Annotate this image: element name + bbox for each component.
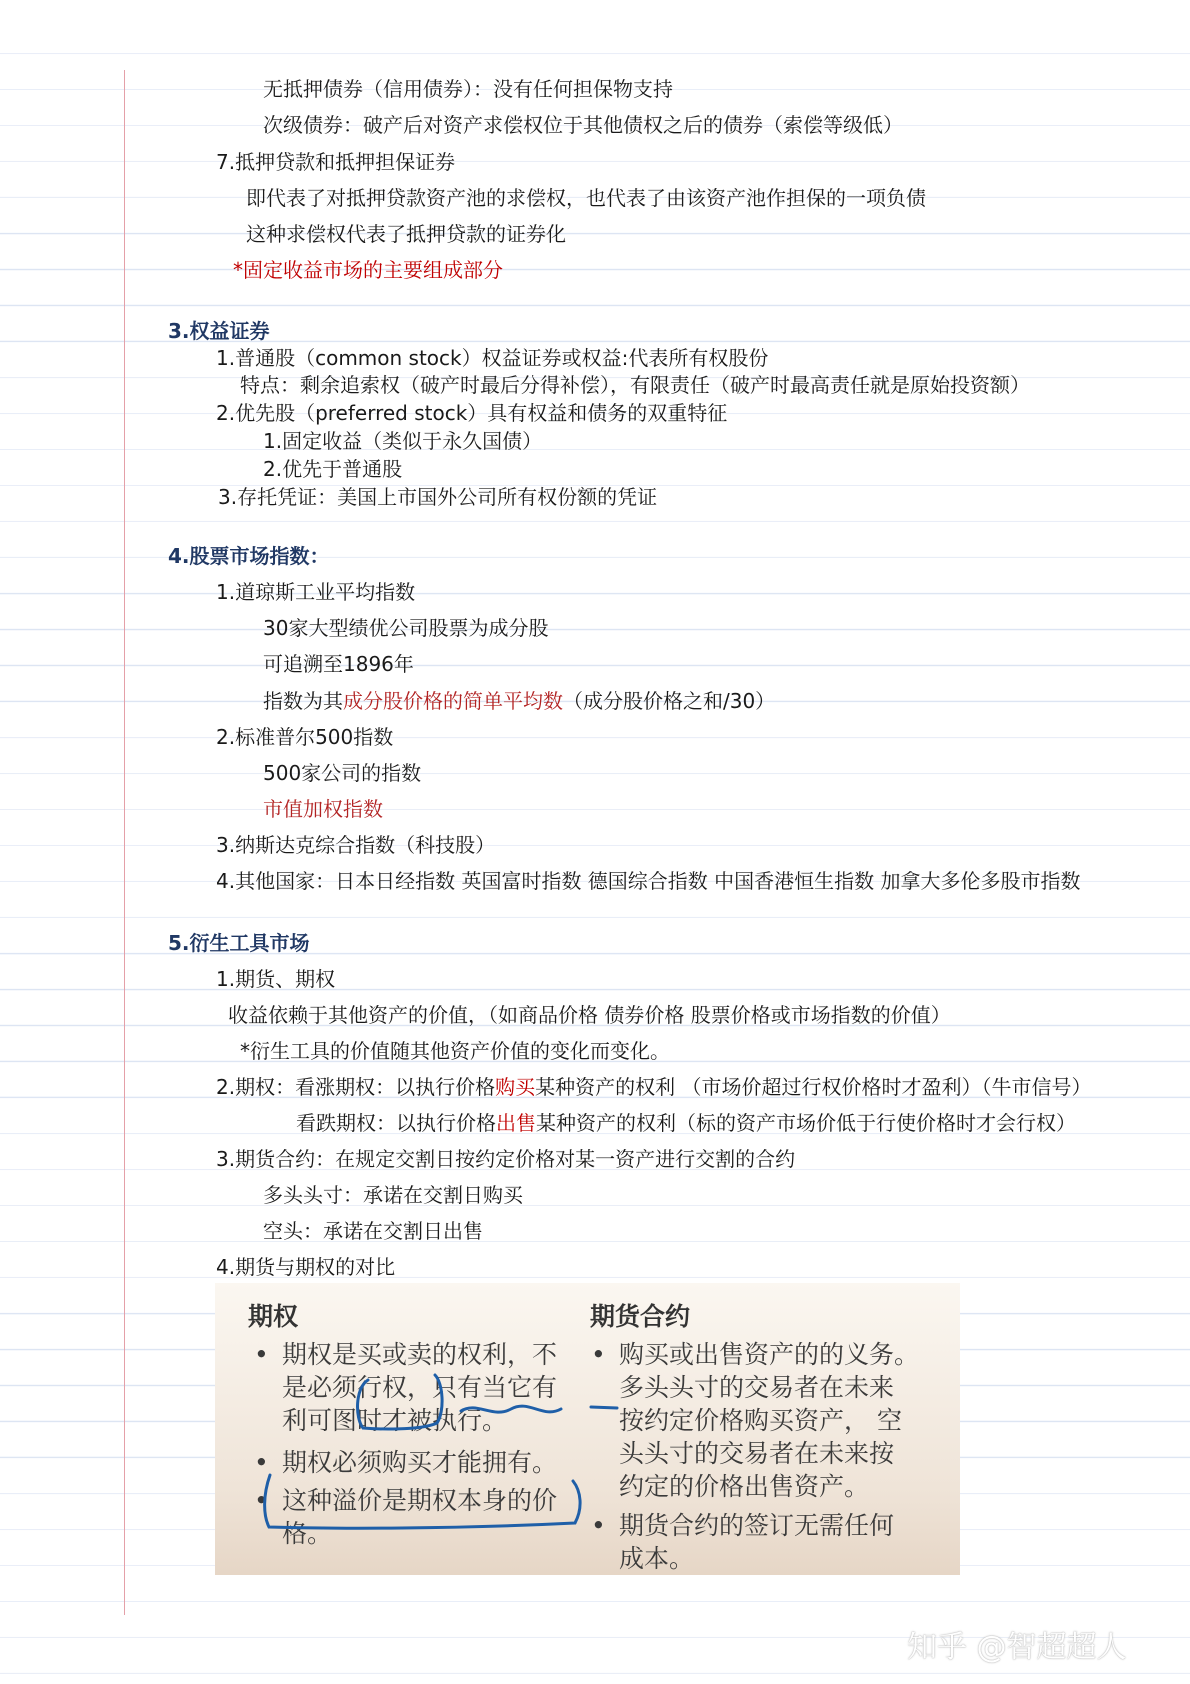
text-segment: 指数为其 — [263, 689, 343, 713]
note-line — [263, 688, 775, 714]
highlight-text: 出售 — [496, 1111, 536, 1135]
comparison-figure — [215, 1283, 960, 1575]
note-line: 1.固定收益（类似于永久国债） — [263, 429, 543, 453]
text-segment: 看跌期权：以执行价格 — [296, 1111, 496, 1135]
highlight-text: 购买 — [495, 1075, 536, 1099]
note-line: 次级债券：破产后对资产求偿权位于其他债权之后的债券（索偿等级低） — [263, 113, 903, 137]
bullet-text: 多头头寸的交易者在未来 — [619, 1373, 895, 1402]
section-heading: 3.权益证券 — [168, 319, 270, 343]
section-heading: 4.股票市场指数： — [168, 544, 330, 568]
note-line: 空头：承诺在交割日出售 — [263, 1219, 483, 1243]
note-line: 3.期货合约：在规定交割日按约定价格对某一资产进行交割的合约 — [216, 1147, 796, 1171]
bullet-text: 这种溢价是期权本身的价 — [282, 1486, 558, 1515]
text-segment: （成分股价格之和/30） — [563, 689, 776, 713]
column-title: 期权 — [248, 1302, 299, 1331]
text-segment: 2.期权：看涨期权：以执行价格 — [216, 1075, 496, 1099]
note-line: 3.纳斯达克综合指数（科技股） — [216, 833, 496, 857]
note-line: 收益依赖于其他资产的价值，（如商品价格 债券价格 股票价格或市场指数的价值） — [228, 1003, 951, 1027]
note-line: 这种求偿权代表了抵押贷款的证券化 — [246, 222, 566, 246]
note-line: 2.优先于普通股 — [263, 457, 403, 481]
note-line: 3.存托凭证：美国上市国外公司所有权份额的凭证 — [218, 485, 658, 509]
handwritten-annotation — [215, 1283, 960, 1575]
text-segment: 某种资产的权利 （市场价超过行权价格时才盈利）（牛市信号） — [535, 1075, 1092, 1099]
bullet-icon: • — [254, 1340, 269, 1369]
ink-stroke — [591, 1407, 617, 1408]
bullet-text: 期权必须购买才能拥有。 — [282, 1448, 558, 1477]
text-segment: 某种资产的权利（标的资产市场价低于行使价格时才会行权） — [536, 1111, 1076, 1135]
section-heading: 5.衍生工具市场 — [168, 931, 310, 955]
highlight-note: *固定收益市场的主要组成部分 — [233, 258, 503, 282]
note-line: 多头头寸：承诺在交割日购买 — [263, 1183, 523, 1207]
bullet-icon: • — [591, 1511, 606, 1540]
note-line: 2.标准普尔500指数 — [216, 725, 394, 749]
bullet-text: 格。 — [282, 1519, 333, 1548]
bullet-text: 期货合约的签订无需任何 — [619, 1511, 895, 1540]
ink-stroke — [265, 1475, 580, 1528]
note-line: 4.其他国家：日本日经指数 英国富时指数 德国综合指数 中国香港恒生指数 加拿大多伦多股市指数 — [216, 869, 1081, 893]
note-line: 4.期货与期权的对比 — [216, 1255, 396, 1279]
note-line: 可追溯至1896年 — [263, 652, 414, 676]
bullet-icon: • — [591, 1340, 606, 1369]
bullet-icon: • — [254, 1448, 269, 1477]
note-line: 即代表了对抵押贷款资产池的求偿权，也代表了由该资产池作担保的一项负债 — [246, 186, 926, 210]
note-line: 1.普通股（common stock）权益证券或权益:代表所有权股份 — [216, 346, 769, 370]
bullet-text: 期权是买或卖的权利，不 — [282, 1340, 558, 1369]
bullet-text: 成本。 — [619, 1544, 695, 1573]
bullet-icon: • — [254, 1486, 269, 1515]
ink-stroke — [358, 1375, 443, 1429]
bullet-text: 购买或出售资产的的义务。 — [619, 1340, 920, 1369]
note-line: 特点：剩余追索权（破产时最后分得补偿），有限责任（破产时最高责任就是原始投资额） — [240, 373, 1030, 397]
ink-stroke — [461, 1406, 561, 1412]
bullet-text: 按约定价格购买资产， 空 — [619, 1406, 902, 1435]
bullet-text: 是必须行权，只有当它有 — [282, 1373, 558, 1402]
column-title: 期货合约 — [590, 1302, 691, 1331]
note-line: *衍生工具的价值随其他资产价值的变化而变化。 — [240, 1039, 670, 1063]
note-line — [296, 1110, 1076, 1136]
bullet-text: 头头寸的交易者在未来按 — [619, 1439, 895, 1468]
highlight-note: 市值加权指数 — [263, 797, 383, 821]
note-line: 1.期货、期权 — [216, 967, 336, 991]
watermark: 知乎 @智超超人 — [907, 1630, 1127, 1665]
note-line — [216, 1074, 1091, 1100]
note-line: 7.抵押贷款和抵押担保证券 — [216, 150, 456, 174]
note-line: 1.道琼斯工业平均指数 — [216, 580, 416, 604]
highlight-text: 成分股价格的简单平均数 — [343, 689, 563, 713]
margin-line — [124, 70, 125, 1615]
note-line: 500家公司的指数 — [263, 761, 422, 785]
note-line: 无抵押债券（信用债券）：没有任何担保物支持 — [263, 77, 673, 101]
note-line: 30家大型绩优公司股票为成分股 — [263, 616, 549, 640]
bullet-text: 约定的价格出售资产。 — [619, 1472, 870, 1501]
bullet-text: 利可图时才被执行。 — [282, 1406, 508, 1435]
note-line: 2.优先股（preferred stock）具有权益和债务的双重特征 — [216, 401, 728, 425]
